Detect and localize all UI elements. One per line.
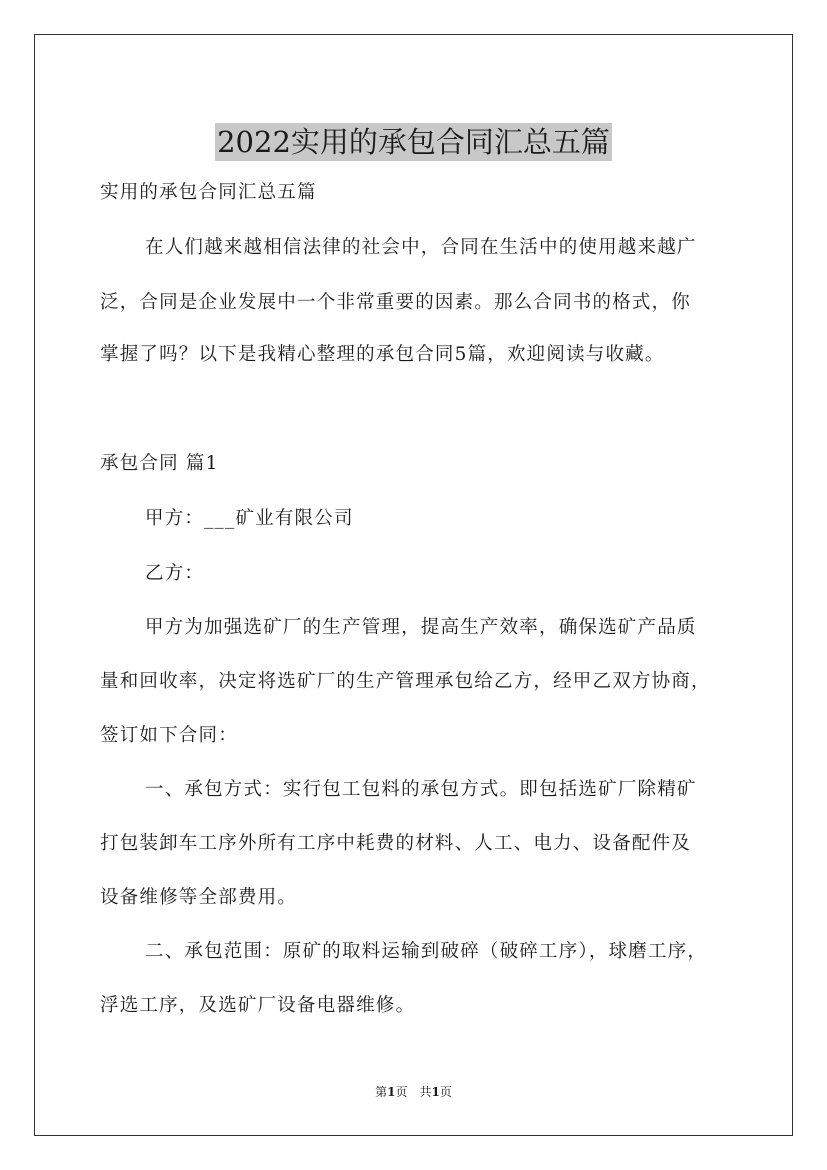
paragraph-line: 量和回收率，决定将选矿厂的生产管理承包给乙方，经甲乙双方协商， [100, 671, 711, 692]
subtitle-line: 实用的承包合同汇总五篇 [100, 182, 317, 203]
paragraph-line: 掌握了吗？以下是我精心整理的承包合同5篇，欢迎阅读与收藏。 [100, 344, 665, 365]
clause-line: 一、承包方式：实行包工包料的承包方式。即包括选矿厂除精矿 [145, 779, 697, 800]
footer-page-number: 1 [387, 1085, 396, 1099]
party-a-line: 甲方：___矿业有限公司 [145, 508, 354, 529]
clause-line: 打包装卸车工序外所有工序中耗费的材料、人工、电力、设备配件及 [100, 833, 692, 854]
clause-line: 浮选工序，及选矿厂设备电器维修。 [100, 995, 416, 1016]
document-title: 2022实用的承包合同汇总五篇 [217, 125, 610, 160]
title-container [0, 104, 827, 181]
page-footer [0, 1084, 827, 1100]
party-b-line: 乙方： [145, 563, 205, 584]
footer-page-total: 1 [431, 1085, 440, 1099]
section-heading: 承包合同 篇1 [100, 453, 219, 474]
paragraph-line: 签订如下合同： [100, 725, 238, 746]
clause-line: 设备维修等全部费用。 [100, 887, 298, 908]
paragraph-line: 泛，合同是企业发展中一个非常重要的因素。那么合同书的格式，你 [100, 292, 692, 313]
footer-prefix: 第 [375, 1085, 388, 1099]
footer-suffix: 页 [439, 1085, 452, 1099]
clause-line: 二、承包范围：原矿的取料运输到破碎（破碎工序），球磨工序， [145, 941, 708, 962]
paragraph-line: 在人们越来越相信法律的社会中，合同在生活中的使用越来越广 [145, 237, 697, 258]
footer-mid: 页 共 [395, 1085, 432, 1099]
paragraph-line: 甲方为加强选矿厂的生产管理，提高生产效率，确保选矿产品质 [145, 617, 697, 638]
